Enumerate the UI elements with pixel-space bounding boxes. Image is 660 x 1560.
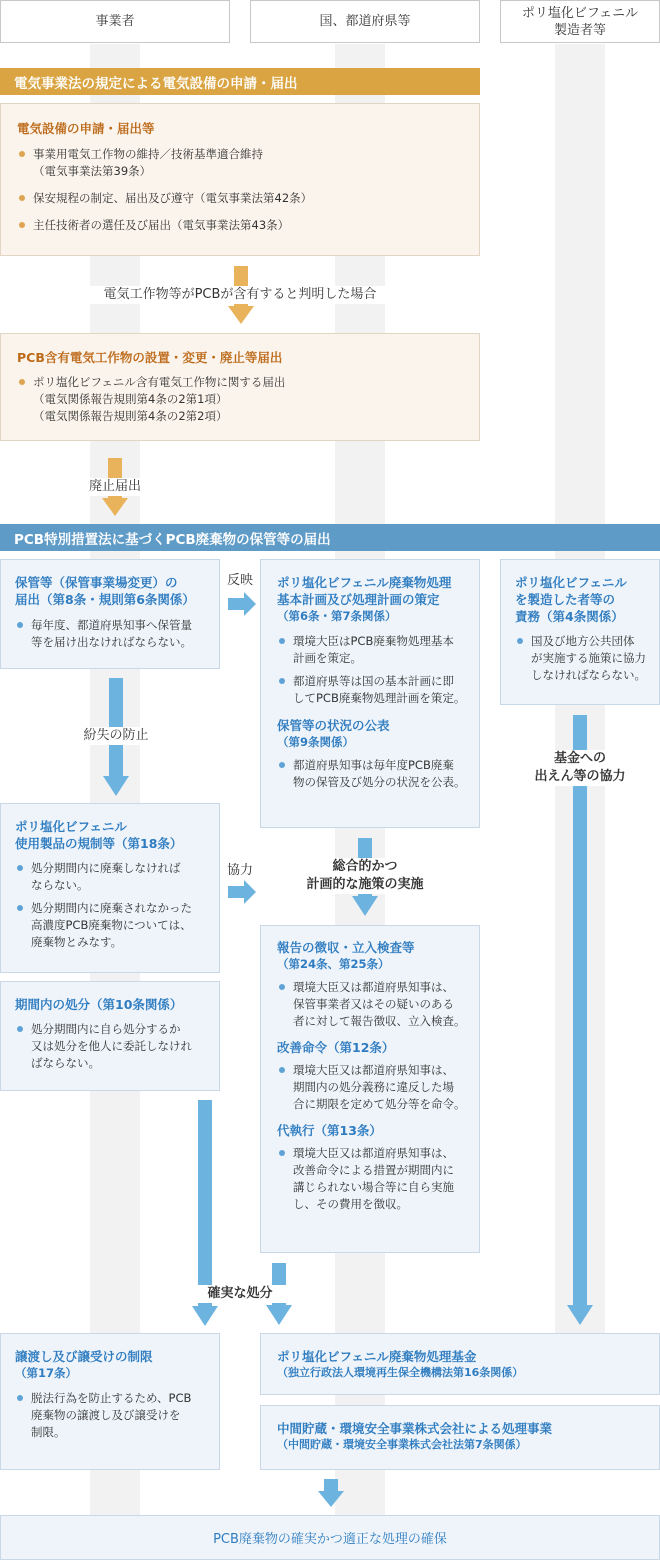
list-item-line: してPCB廃棄物処理計画を策定。 [293, 691, 466, 705]
title-line: ポリ塩化ビフェニル [515, 575, 627, 590]
title-line: を製造した者等の [515, 592, 616, 607]
box-transfer-restriction-title [15, 1348, 209, 1382]
box-jesco-project-title: 中間貯蔵・環境安全事業株式会社による処理事業 [277, 1421, 553, 1436]
list-item [277, 673, 469, 707]
box-pcb-equipment-notice [0, 333, 480, 441]
title-line: （第17条） [15, 1366, 78, 1380]
box-disposal-period-title: 期間内の処分（第10条関係） [15, 997, 183, 1012]
arrow-label-comprehensive-measures [270, 858, 460, 894]
title-line: 報告の徴収・立入検査等 [277, 940, 415, 955]
list-item-line: 主任技術者の選任及び届出（電気事業法第43条） [33, 218, 290, 232]
list-item-line: 廃棄物の譲渡し及び譲受けを [31, 1408, 181, 1422]
column-header-government-label: 国、都道府県等 [319, 14, 411, 29]
list-item [15, 1390, 209, 1441]
list-item-line: 計画を策定。 [293, 651, 362, 665]
box-storage-notice [0, 559, 220, 669]
right-arrow-icon [228, 592, 256, 616]
column-header-manufacturer-line1: ポリ塩化ビフェニル [521, 5, 639, 21]
list-item [15, 860, 209, 894]
section-bar-pcb-act-label: PCB特別措置法に基づくPCB廃棄物の保管等の届出 [14, 531, 331, 548]
title-line: 届出（第8条・規則第6条関係） [15, 592, 195, 607]
box-electric-applications-title: 電気設備の申請・届出等 [17, 121, 155, 136]
list-item-line: ばならない。 [31, 1056, 100, 1070]
list-item-line: （電気関係報告規則第4条の2第2項） [33, 409, 228, 423]
arrow-label-loss-prevention: 紛失の防止 [60, 727, 172, 745]
arrow-label-abolition: 廃止届出 [80, 478, 150, 496]
label-line: 計画的な施策の実施 [270, 876, 460, 894]
list-item [277, 979, 469, 1030]
box-manufacturer-duty-title [515, 574, 651, 625]
box-basic-plan-subtitle [277, 717, 469, 751]
list-item-line: 環境大臣又は都道府県知事は、 [293, 980, 454, 994]
list-item-line: 都道府県等は国の基本計画に即 [293, 674, 454, 688]
box-disposal-period [0, 981, 220, 1091]
list-item [17, 146, 465, 180]
list-item-line: 制限。 [31, 1425, 66, 1439]
column-header-government [250, 0, 480, 43]
list-item [277, 757, 469, 791]
box-enforcement-title [277, 939, 469, 973]
list-item [15, 900, 209, 951]
title-line: ポリ塩化ビフェニル [15, 819, 127, 834]
list-item [277, 633, 469, 667]
box-manufacturer-duty-list [515, 633, 651, 684]
title-line: ポリ塩化ビフェニル廃棄物処理 [277, 575, 452, 590]
box-product-regulation [0, 803, 220, 973]
box-electric-applications [0, 103, 480, 256]
right-arrow-icon [228, 880, 256, 904]
arrow-label-reflect: 反映 [226, 573, 253, 588]
box-manufacturer-duty [500, 559, 660, 705]
title-line: 基本計画及び処理計画の策定 [277, 592, 440, 607]
list-item-line: ならない。 [31, 878, 89, 892]
list-item-line: し、その費用を徴収。 [293, 1197, 408, 1211]
list-item-line: 保安規程の制定、届出及び遵守（電気事業法第42条） [33, 191, 313, 205]
section-bar-pcb-act [0, 524, 660, 551]
title-line: （第24条、第25条） [277, 957, 390, 971]
list-item-line: 毎年度、都道府県知事へ保管量 [31, 618, 192, 632]
box-pcb-equipment-notice-title: PCB含有電気工作物の設置・変更・廃止等届出 [17, 350, 283, 365]
list-item [17, 190, 465, 207]
arrow-label-pcb-found: 電気工作物等がPCBが含有すると判明した場合 [60, 286, 420, 304]
section-bar-electric [0, 68, 480, 95]
list-item [17, 217, 465, 234]
title-line: （第9条関係） [277, 735, 355, 749]
box-pcb-fund-subtitle: （独立行政法人環境再生保全機構法第16条関係） [277, 1366, 524, 1379]
list-item-line: 事業用電気工作物の維持／技術基準適合維持 [33, 147, 263, 161]
list-item-line: 合に期限を定めて処分等を命令。 [293, 1097, 466, 1111]
title-line: 譲渡し及び譲受けの制限 [15, 1349, 153, 1364]
list-item-line: 処分期間内に廃棄しなければ [31, 861, 181, 875]
column-header-operator [0, 0, 230, 43]
box-transfer-restriction-list [15, 1390, 209, 1441]
section-bar-electric-label: 電気事業法の規定による電気設備の申請・届出 [14, 75, 298, 92]
arrow-label-fund-contribution [515, 750, 645, 786]
list-item-line: 期間内の処分義務に違反した場 [293, 1080, 454, 1094]
list-item [515, 633, 651, 684]
title-line: 保管等の状況の公表 [277, 718, 390, 733]
box-enforcement-improvement-title: 改善命令（第12条） [277, 1040, 395, 1055]
box-transfer-restriction [0, 1333, 220, 1470]
column-header-manufacturer [500, 0, 660, 43]
list-item-line: 者に対して報告徴収、立入検査。 [293, 1014, 466, 1028]
box-electric-applications-list [17, 146, 465, 234]
arrow-label-cooperation: 協力 [226, 863, 253, 878]
label-line: 基金への [553, 751, 606, 766]
list-item [277, 1062, 469, 1113]
list-item [17, 374, 465, 425]
list-item-line: ポリ塩化ビフェニル含有電気工作物に関する届出 [33, 375, 286, 389]
list-item-line: （電気関係報告規則第4条の2第1項） [33, 392, 228, 406]
list-item-line: 等を届け出なければならない。 [31, 635, 192, 649]
title-line: 保管等（保管事業場変更）の [15, 575, 178, 590]
box-basic-plan-sublist [277, 757, 469, 791]
box-jesco-project-subtitle: （中間貯蔵・環境安全事業株式会社法第7条関係） [277, 1438, 527, 1451]
list-item-line: が実施する施策に協力 [531, 651, 646, 665]
title-line: （第6条・第7条関係） [277, 609, 397, 623]
arrow-label-certain-disposal: 確実な処分 [190, 1285, 290, 1303]
box-enforcement-execution-title: 代執行（第13条） [277, 1123, 382, 1138]
column-header-manufacturer-line2: 製造者等 [553, 22, 606, 38]
list-item-line: 保管事業者又はその疑いのある [293, 997, 454, 1011]
box-basic-plan [260, 559, 480, 828]
list-item-line: 又は処分を他人に委託しなけれ [31, 1039, 192, 1053]
list-item-line: 高濃度PCB廃棄物については、 [31, 918, 192, 932]
box-enforcement-list-3 [277, 1145, 469, 1213]
list-item-line: 都道府県知事は毎年度PCB廃棄 [293, 758, 454, 772]
box-basic-plan-title [277, 574, 469, 625]
list-item-line: 廃棄物とみなす。 [31, 935, 123, 949]
box-enforcement [260, 925, 480, 1253]
down-arrow-icon [567, 715, 593, 1327]
box-final-outcome [0, 1515, 660, 1560]
title-line: 責務（第4条関係） [515, 609, 624, 624]
box-enforcement-list-2 [277, 1062, 469, 1113]
box-pcb-fund-title: ポリ塩化ビフェニル廃棄物処理基金 [277, 1349, 477, 1364]
list-item-line: 国及び地方公共団体 [531, 634, 635, 648]
box-pcb-fund [260, 1333, 660, 1395]
label-line: 総合的かつ [320, 858, 410, 876]
down-arrow-icon [318, 1479, 344, 1509]
list-item-line: 物の保管及び処分の状況を公表。 [293, 775, 466, 789]
box-disposal-period-list [15, 1021, 209, 1072]
box-jesco-project [260, 1405, 660, 1470]
list-item-line: 脱法行為を防止するため、PCB [31, 1391, 192, 1405]
list-item [15, 617, 209, 651]
list-item [277, 1145, 469, 1213]
list-item-line: 改善命令による措置が期間内に [293, 1163, 454, 1177]
list-item-line: 処分期間内に自ら処分するか [31, 1022, 181, 1036]
box-final-outcome-label: PCB廃棄物の確実かつ適正な処理の確保 [213, 1532, 447, 1547]
box-storage-notice-list [15, 617, 209, 651]
box-storage-notice-title [15, 574, 209, 608]
box-product-regulation-list [15, 860, 209, 951]
list-item-line: 講じられない場合等に自ら実施 [293, 1180, 454, 1194]
box-product-regulation-title [15, 818, 209, 852]
title-line: 使用製品の規制等（第18条） [15, 836, 183, 851]
list-item-line: 環境大臣はPCB廃棄物処理基本 [293, 634, 454, 648]
list-item-line: 処分期間内に廃棄されなかった [31, 901, 192, 915]
list-item [15, 1021, 209, 1072]
list-item-line: しなければならない。 [531, 668, 646, 682]
box-enforcement-list-1 [277, 979, 469, 1030]
list-item-line: 環境大臣又は都道府県知事は、 [293, 1063, 454, 1077]
box-basic-plan-list [277, 633, 469, 707]
column-header-operator-label: 事業者 [95, 14, 135, 29]
box-pcb-equipment-notice-list [17, 374, 465, 425]
label-line: 出えん等の協力 [534, 769, 626, 784]
list-item-line: 環境大臣又は都道府県知事は、 [293, 1146, 454, 1160]
list-item-line: （電気事業法第39条） [33, 164, 152, 178]
